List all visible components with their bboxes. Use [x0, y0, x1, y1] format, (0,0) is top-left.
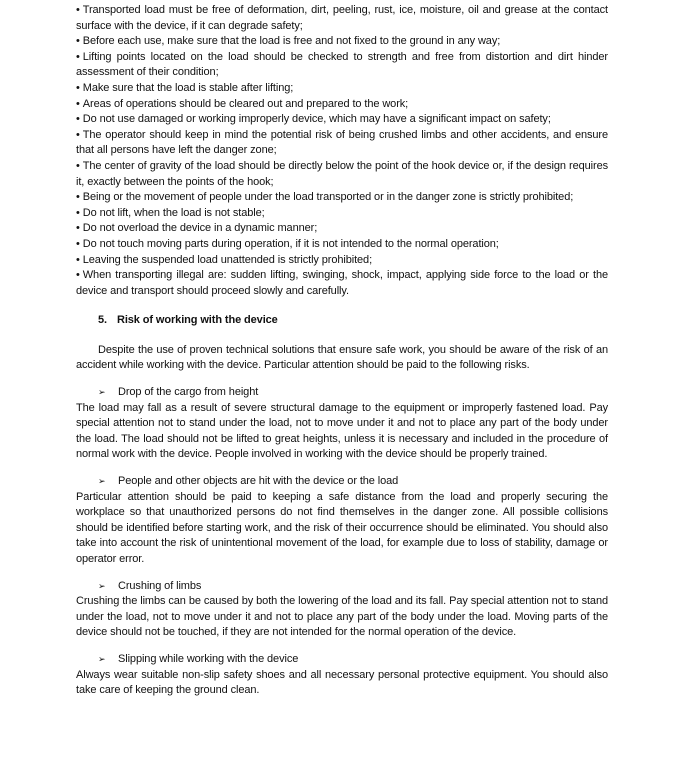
- bullet-text: Leaving the suspended load unattended is strictly prohibited;: [82, 253, 373, 266]
- bullet-text: Do not touch moving parts during operation, if it is not intended to the normal operation;: [82, 237, 499, 250]
- bullet-item: [76, 97, 608, 113]
- bullet-icon: •: [76, 81, 80, 94]
- bullet-text: Do not overload the device in a dynamic manner;: [82, 222, 318, 235]
- bullet-icon: •: [76, 222, 80, 235]
- bullet-item: [76, 3, 608, 34]
- bullet-icon: •: [76, 128, 80, 141]
- bullet-item: [76, 128, 608, 159]
- bullet-text: Do not use damaged or working improperly device, which may have a significant impact on safety;: [82, 113, 551, 126]
- arrow-bullet-icon: ➢: [98, 387, 106, 398]
- section-heading: [98, 313, 608, 329]
- risk-title: [98, 652, 608, 668]
- bullet-item: [76, 34, 608, 50]
- bullet-text: The center of gravity of the load should be directly below the point of the hook device or, if the design requires it, exactly between the points of the hook;: [76, 159, 608, 188]
- bullet-text: Transported load must be free of deformation, dirt, peeling, rust, ice, moisture, oil and grease at the contact surface with the device, if it can degrade safety;: [76, 4, 608, 32]
- risk-body: Particular attention should be paid to keeping a safe distance from the load and properly securing the workplace so that unauthorized persons do not find themselves in the danger zone. All possible collisions should be identified before starting work, and the risk of their occurrence should be eliminated. You should also take into account the risk of unintentional movement of the load, for example due to loss of stability, damage or operator error.: [76, 490, 608, 565]
- safety-bullet-list: [76, 3, 608, 299]
- bullet-icon: •: [76, 159, 80, 172]
- bullet-item: [76, 206, 608, 222]
- bullet-item: [76, 112, 608, 128]
- risk-title-text: Crushing of limbs: [118, 579, 202, 592]
- bullet-item: [76, 221, 608, 237]
- section-number: 5.: [98, 314, 107, 327]
- risk-title-text: Slipping while working with the device: [118, 652, 299, 665]
- risk-block: [76, 579, 608, 641]
- bullet-icon: •: [76, 237, 80, 250]
- bullet-icon: •: [76, 35, 80, 48]
- bullet-item: [76, 190, 608, 206]
- bullet-item: [76, 159, 608, 190]
- bullet-icon: •: [76, 253, 80, 266]
- arrow-bullet-icon: ➢: [98, 476, 106, 487]
- risk-body: The load may fall as a result of severe structural damage to the equipment or improperly fastened load. Pay special attention not to stand under the load, not to move under it and not to place any part of the body under the load. The load should not be lifted to great heights, unless it is necessary and included in the procedure of normal work with the device. People involved in working with the device should be properly trained.: [76, 401, 608, 461]
- bullet-text: Being or the movement of people under the load transported or in the danger zone is strictly prohibited;: [82, 191, 574, 204]
- bullet-icon: •: [76, 113, 80, 126]
- risk-title: [98, 385, 608, 401]
- risk-title-text: People and other objects are hit with the device or the load: [118, 475, 399, 488]
- bullet-item: [76, 253, 608, 269]
- risk-title: [98, 474, 608, 490]
- bullet-text: The operator should keep in mind the potential risk of being crushed limbs and other accidents, and ensure that all persons have left the danger zone;: [76, 128, 608, 157]
- arrow-bullet-icon: ➢: [98, 580, 106, 591]
- bullet-icon: •: [76, 50, 80, 63]
- bullet-text: When transporting illegal are: sudden lifting, swinging, shock, impact, applying side force to the load or the device and transport should proceed slowly and carefully.: [76, 269, 608, 297]
- risk-block: [76, 474, 608, 568]
- bullet-icon: •: [76, 269, 80, 282]
- bullet-icon: •: [76, 191, 80, 204]
- risk-body: Crushing the limbs can be caused by both the lowering of the load and its fall. Pay special attention not to stand under the load, not to move under it and not to place any part of the body under the load. Moving parts of the device should not be touched, if they are not intended for the normal operation of the device.: [76, 595, 608, 639]
- bullet-text: Do not lift, when the load is not stable;: [82, 206, 265, 219]
- bullet-text: Lifting points located on the load should be checked to strength and free from distortion and dirt hinder assessment of their condition;: [76, 50, 608, 79]
- bullet-text: Make sure that the load is stable after lifting;: [82, 81, 294, 94]
- bullet-item: [76, 50, 608, 81]
- section-title: Risk of working with the device: [116, 314, 278, 327]
- risk-title-text: Drop of the cargo from height: [118, 386, 259, 399]
- bullet-item: [76, 81, 608, 97]
- bullet-text: Areas of operations should be cleared out and prepared to the work;: [82, 97, 409, 110]
- risk-block: [76, 385, 608, 463]
- bullet-icon: •: [76, 97, 80, 110]
- bullet-icon: •: [76, 4, 80, 16]
- bullet-icon: •: [76, 206, 80, 219]
- bullet-item: [76, 268, 608, 299]
- risk-body: Always wear suitable non-slip safety shoes and all necessary personal protective equipment. You should also take care of keeping the ground clean.: [76, 668, 608, 697]
- section-intro: Despite the use of proven technical solutions that ensure safe work, you should be aware of the risk of an accident while working with the device. Particular attention should be paid to the following risks.: [76, 343, 608, 372]
- bullet-text: Before each use, make sure that the load is free and not fixed to the ground in any way;: [82, 35, 501, 48]
- risk-title: [98, 579, 608, 595]
- arrow-bullet-icon: ➢: [98, 653, 106, 664]
- bullet-item: [76, 237, 608, 253]
- document-page: [76, 3, 608, 699]
- risk-block: [76, 652, 608, 699]
